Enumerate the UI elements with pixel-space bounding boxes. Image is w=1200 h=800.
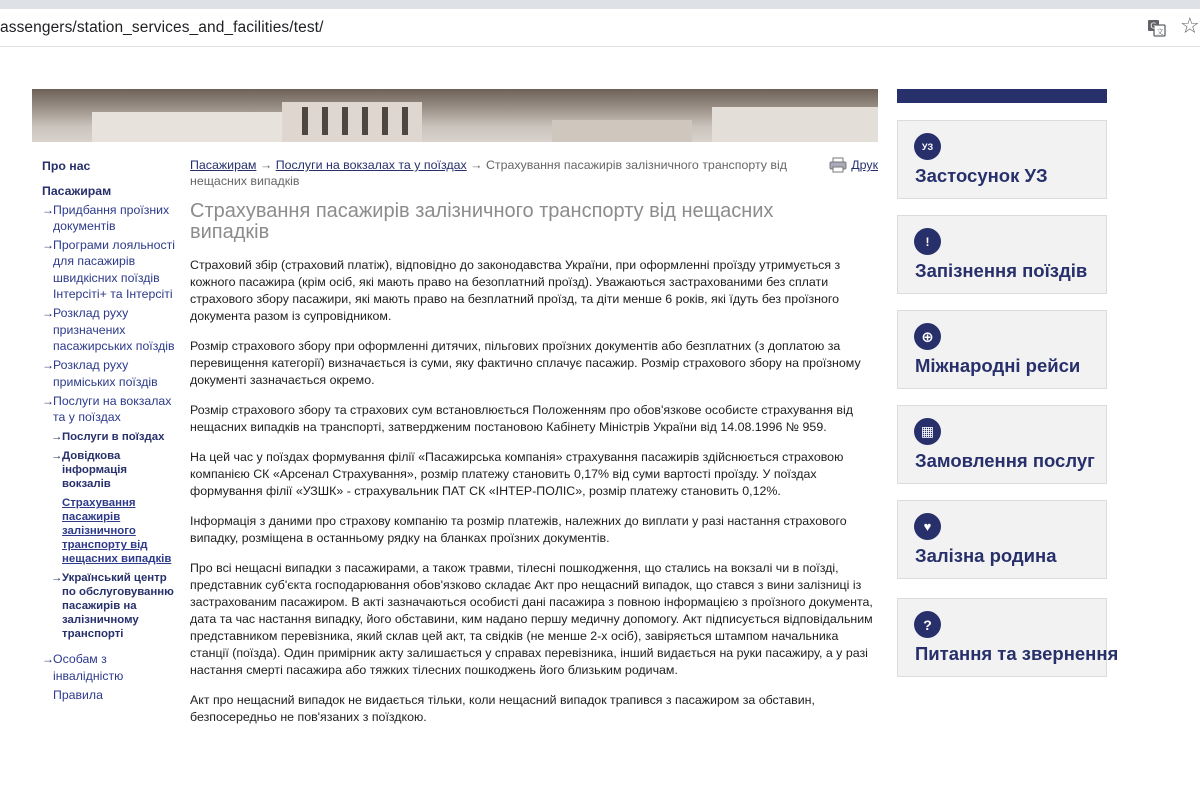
print-button[interactable] <box>829 157 878 173</box>
sidebar-item[interactable]: → Розклад руху приміських поїздів <box>42 358 158 389</box>
alert-icon: ! <box>914 228 941 255</box>
paragraph: На цей час у поїздах формування філії «Пасажирська компанія» страхування пасажирів здійснюється страховою компанією СК «Арсенал Страхування», розмір платежу становить 0,17% від суми вартості проїзду. У поїздах формування філії «УЗШК» - страхувальник ПАТ СК «ІНТЕР-ПОЛІС», розмір платежу становить 0,12%. <box>190 450 844 498</box>
card-label[interactable]: Запізнення поїздів <box>915 260 1088 281</box>
grid-icon: ▦ <box>914 418 941 445</box>
sidebar-subitem[interactable]: → Український центр по обслуговуванню пасажирів на залізничному транспорті <box>51 572 174 641</box>
sidebar-item[interactable]: → Послуги на вокзалах та у поїздах <box>42 393 172 425</box>
browser-tabstrip <box>0 0 1200 9</box>
paragraph: Про всі нещасні випадки з пасажирами, а також травми, тілесні пошкодження, що стались на вокзалі чи в поїзді, представник суб'єкта господарювання обов'язково складає Акт про нещасний випадок, що стався з вини залізниці із застрахованим пасажиром. В акті зазначаються особисті дані пасажира з повною інформацією з проїзного документа, дата та час настання випадку, його обставини, ким надано першу медичну допомогу. Акт підписується відповідальним представником перевізника, який склав цей акт, та свідків (не менше 2-х осіб), завіряється штампом начальника станції (поїзда). Один примірник акту залишається у справах перевізника, інший видається на руки пасажиру, а у разі настання смерті пасажира або тяжких тілесних пошкоджень його близьким родичам. <box>190 561 873 677</box>
sidebar-item[interactable]: → Розклад руху призначених пасажирських поїздів <box>42 306 175 353</box>
svg-text:G: G <box>1150 21 1157 31</box>
page-title: Страхування пасажирів залізничного транспорту від нещасних випадків <box>190 200 774 243</box>
card-train-delays[interactable] <box>897 215 1107 294</box>
sidebar-item[interactable]: Правила <box>53 688 103 703</box>
main-content <box>190 157 878 726</box>
card-uz-app[interactable] <box>897 120 1107 199</box>
arrow-icon: → <box>42 306 54 321</box>
hand-heart-icon: ♥ <box>914 513 941 540</box>
paragraph: Розмір страхового збору при оформленні дитячих, пільгових проїзних документів або безплатних (з доплатою за перевищення категорії) визначається із суми, яку фактично сплачує пасажир. Розмір страхового збору на проїзному документі зазначається окремо. <box>190 339 861 387</box>
paragraph: Інформація з даними про страхову компанію та розмір платежів, належних до виплати у разі настання страхового випадку, розміщена в останньому рядку на бланках проїзних документів. <box>190 514 847 545</box>
right-column-top-banner[interactable] <box>897 89 1107 103</box>
translate-icon[interactable] <box>1147 19 1166 37</box>
card-label[interactable]: Міжнародні рейси <box>915 355 1081 376</box>
arrow-icon: → <box>51 450 63 463</box>
arrow-icon: → <box>42 393 54 408</box>
sidebar-item-about[interactable]: Про нас <box>42 159 91 173</box>
arrow-icon: → <box>42 202 54 217</box>
card-label[interactable]: Питання та звернення <box>915 643 1119 664</box>
sidebar-nav <box>42 158 177 703</box>
question-icon: ? <box>914 611 941 638</box>
arrow-icon: → <box>42 652 54 667</box>
sidebar-subitem-active[interactable]: Страхування пасажирів залізничного транспорту від нещасних випадків <box>62 497 172 566</box>
paragraph: Страховий збір (страховий платіж), відповідно до законодавства України, при оформленні проїзду утримується з кожного пасажира (крім осіб, які мають право на безоплатний проїзд). Уважаються застрахованими без сплати страхового збору пасажири, які мають право на безплатний проїзд, та діти менше 6 років, які їдуть без проїзного документа разом із супровідником. <box>190 258 841 323</box>
svg-text:文: 文 <box>1156 28 1164 36</box>
breadcrumb-current: Страхування пасажирів залізничного транспорту від нещасних випадків <box>190 158 787 188</box>
breadcrumb-link-passengers[interactable]: Пасажирам <box>190 158 257 172</box>
sidebar-subitem[interactable]: → Довідкова інформація вокзалів <box>51 450 128 491</box>
card-international-routes[interactable] <box>897 310 1107 389</box>
card-railway-family[interactable] <box>897 500 1107 579</box>
sidebar-subitem[interactable]: → Послуги в поїздах <box>51 431 165 444</box>
card-order-services[interactable] <box>897 405 1107 484</box>
paragraph: Розмір страхового збору та страхових сум встановлюється Положенням про обов'язкове особисте страхування від нещасних випадків на транспорті, затвердженим постановою Кабінету Міністрів України від 14.08.1996 № 959. <box>190 403 853 434</box>
breadcrumb: Пасажирам → Послуги на вокзалах та у поїздах → Страхування пасажирів залізничного транспорту від нещасних випадків <box>190 158 787 188</box>
sidebar-item[interactable]: → Придбання проїзних документів <box>42 202 170 233</box>
header-banner-image <box>32 89 878 142</box>
card-label[interactable]: Застосунок УЗ <box>915 165 1048 186</box>
globe-icon: ⊕ <box>914 323 941 350</box>
uz-app-icon: УЗ <box>914 133 941 160</box>
card-label[interactable]: Замовлення послуг <box>915 450 1095 471</box>
arrow-icon: → <box>51 572 63 585</box>
breadcrumb-link-services[interactable]: Послуги на вокзалах та у поїздах <box>275 158 467 172</box>
print-label[interactable]: Друк <box>851 158 878 172</box>
sidebar-item[interactable]: → Особам з інвалідністю <box>42 652 124 683</box>
card-label[interactable]: Залізна родина <box>915 545 1057 566</box>
arrow-icon: → <box>42 238 54 253</box>
url-text[interactable]: assengers/station_services_and_facilities/test/ <box>0 19 324 36</box>
sidebar-item[interactable]: → Програми лояльності для пасажирів швидкісних поїздів Інтерсіті+ та Інтерсіті <box>42 238 175 302</box>
arrow-icon: → <box>42 358 54 373</box>
paragraph: Акт про нещасний випадок не видається тільки, коли нещасний випадок трапився з пасажиром за обставин, безпосередньо не пов'язаних з поїздкою. <box>190 693 815 724</box>
address-bar[interactable] <box>0 9 1200 47</box>
sidebar-item-passengers[interactable]: Пасажирам <box>42 184 112 199</box>
arrow-icon: → <box>51 431 63 444</box>
printer-icon <box>829 157 847 173</box>
bookmark-star-icon[interactable]: ☆ <box>1180 13 1200 38</box>
bookmarks-bar <box>0 47 1200 89</box>
card-questions-appeals[interactable] <box>897 598 1119 677</box>
